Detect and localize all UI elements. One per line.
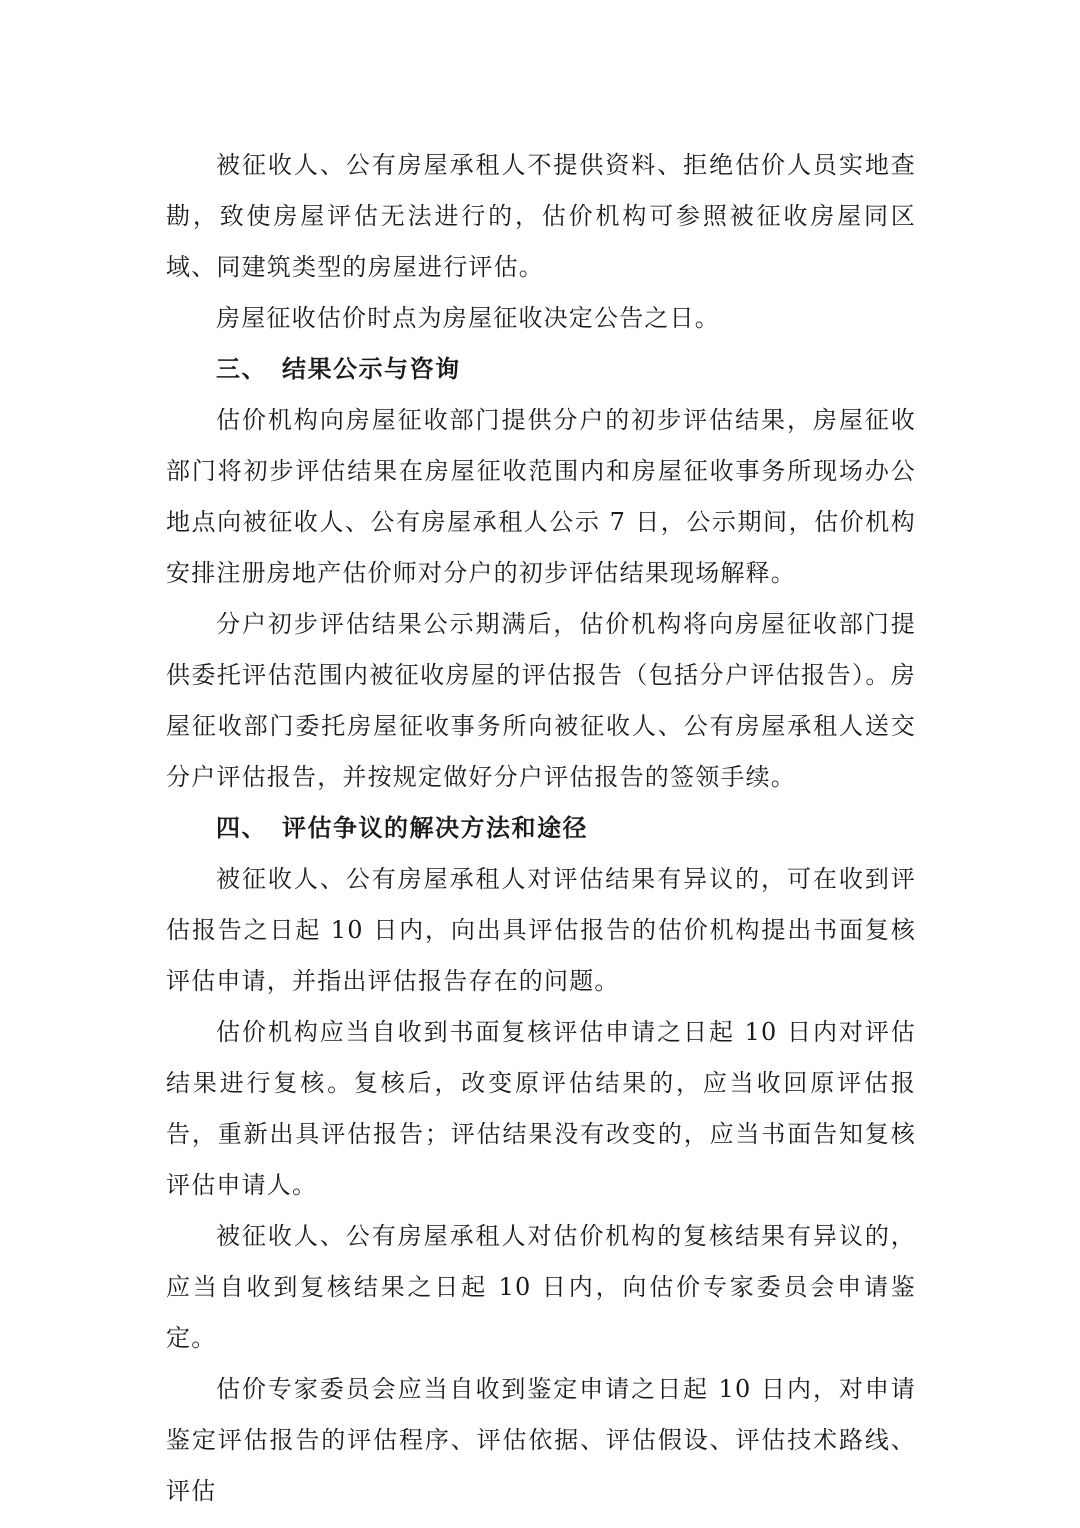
paragraph-expert-committee: 估价专家委员会应当自收到鉴定申请之日起 10 日内，对申请鉴定评估报告的评估程序、评估依据、评估假设、评估技术路线、评估 [166, 1375, 916, 1505]
paragraph-preliminary-results: 估价机构向房屋征收部门提供分户的初步评估结果，房屋征收部门将初步评估结果在房屋征收范围内和房屋征收事务所现场办公地点向被征收人、公有房屋承租人公示 7 日，公示期间，估价机构安排注册房地产估价师对分户的初步评估结果现场解释。 [166, 406, 916, 587]
paragraph-review-request: 被征收人、公有房屋承租人对评估结果有异议的，可在收到评估报告之日起 10 日内，向出具评估报告的估价机构提出书面复核评估申请，并指出评估报告存在的问题。 [166, 865, 916, 995]
section-title-4: 评估争议的解决方法和途径 [282, 814, 588, 842]
paragraph-no-data-assessment: 被征收人、公有房屋承租人不提供资料、拒绝估价人员实地查勘，致使房屋评估无法进行的，估价机构可参照被征收房屋同区域、同建筑类型的房屋进行评估。 [166, 151, 916, 281]
section-heading-3 [166, 344, 916, 395]
section-heading-4 [166, 803, 916, 854]
section-number-3: 三、 [216, 355, 267, 383]
paragraph-review-process: 估价机构应当自收到书面复核评估申请之日起 10 日内对评估结果进行复核。复核后，改变原评估结果的，应当收回原评估报告，重新出具评估报告；评估结果没有改变的，应当书面告知复核评估申请人。 [166, 1018, 916, 1199]
paragraph-assessment-report: 分户初步评估结果公示期满后，估价机构将向房屋征收部门提供委托评估范围内被征收房屋的评估报告（包括分户评估报告）。房屋征收部门委托房屋征收事务所向被征收人、公有房屋承租人送交分户评估报告，并按规定做好分户评估报告的签领手续。 [166, 610, 916, 791]
paragraph-valuation-date: 房屋征收估价时点为房屋征收决定公告之日。 [216, 304, 720, 332]
section-number-4: 四、 [216, 814, 267, 842]
paragraph-expert-appraisal-request: 被征收人、公有房屋承租人对估价机构的复核结果有异议的，应当自收到复核结果之日起 10 日内，向估价专家委员会申请鉴定。 [166, 1222, 916, 1352]
section-title-3: 结果公示与咨询 [282, 355, 461, 383]
document-body [166, 140, 916, 1517]
